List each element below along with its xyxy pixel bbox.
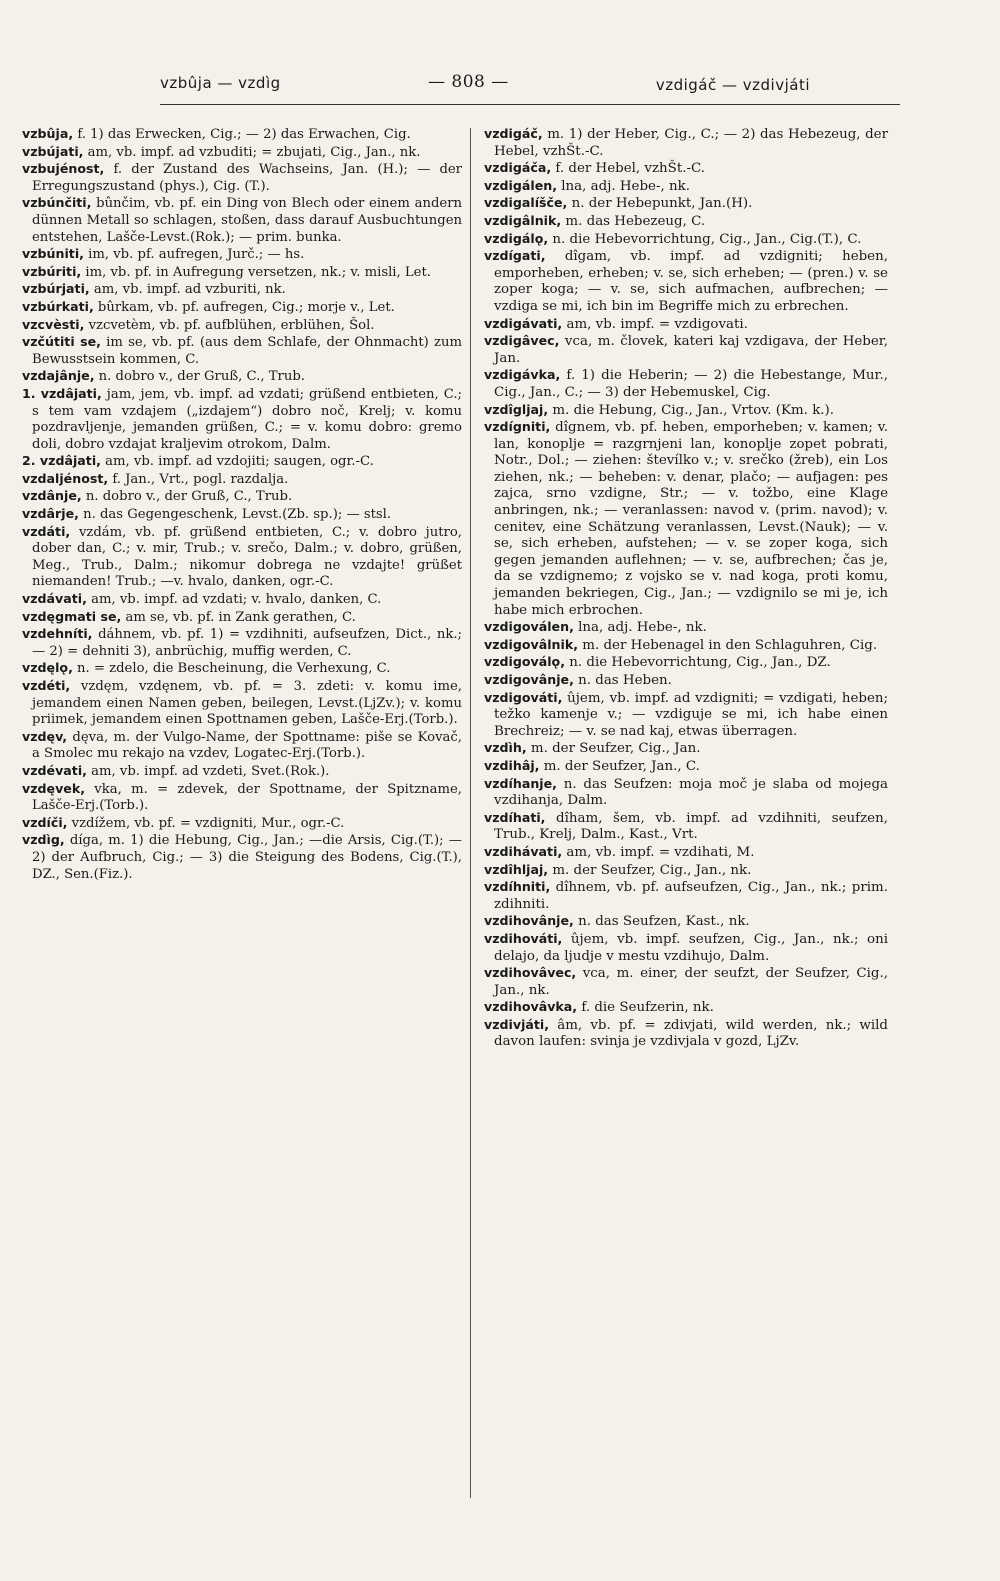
headword: vzbúniti, (22, 246, 84, 262)
headword: vzdigávati, (484, 315, 563, 331)
headword: vzdânje, (22, 488, 82, 504)
entry-definition: lna, adj. Hebe-, nk. (573, 620, 707, 636)
dictionary-entry (22, 524, 462, 591)
headword: vzbujénost, (22, 161, 105, 177)
dictionary-entry (484, 810, 888, 844)
entry-definition: n. dobro v., der Gruß, C., Trub. (81, 489, 293, 505)
dictionary-entry (484, 931, 888, 965)
headword: vzdévati, (22, 762, 87, 778)
entry-definition: m. die Hebung, Cig., Jan., Vrtov. (Km. k.). (548, 402, 835, 418)
entry-definition: am se, vb. pf. in Zank gerathen, C. (121, 609, 356, 625)
headword: vzdęv, (22, 728, 68, 744)
dictionary-entry (22, 729, 462, 763)
column-divider (470, 128, 471, 1498)
headword: vzdíhati, (484, 809, 546, 825)
entry-definition: am, vb. impf. ad vzdeti, Svet.(Rok.). (86, 763, 330, 779)
entry-definition: dîgam, vb. impf. ad vzdigniti; heben, emporheben, erheben; v. se, sich erheben; — (pren.) v. se zoper koga; — v. se, sich aufmachen, aufbrechen; — vzdiga se mi, ich bin im Begriffe mich zu erbrechen. (494, 249, 888, 314)
headword: vzbúnčiti, (22, 195, 92, 211)
entry-definition: m. der Seufzer, Cig., Jan., nk. (548, 862, 752, 878)
entry-definition: m. der Hebenagel in den Schlaguhren, Cig. (578, 637, 878, 653)
dictionary-entry (22, 317, 462, 335)
headword: vzdîhljaj, (484, 861, 549, 877)
dictionary-entry (484, 213, 888, 231)
entry-definition: bûnčim, vb. pf. ein Ding von Blech oder einem andern dünnen Metall so schlagen, stoßen, dass darauf Ausbuchtungen entstehen, Lašče-Levst.(Rok.); — prim. bunka. (32, 196, 462, 245)
headword: 1. vzdâjati, (22, 385, 102, 401)
entry-definition: am, vb. impf. ad vzdojiti; saugen, ogr.-C. (100, 454, 374, 470)
entry-definition: f. 1) die Heberin; — 2) die Hebestange, Mur., Cig., Jan., C.; — 3) der Hebemuskel, Cig. (494, 368, 888, 400)
entry-definition: dîgnem, vb. pf. heben, emporheben; v. kamen; v. lan, konoplje = razgrnjeni lan, konoplje zopet pobrati, Notr., Dol.; — ziehen: števílko v.; v. srečko (žreb), ein Los ziehen, nk.; — beheben: v. denar, plačo; — aufjagen: pes zajca, srno vzdigne, Str.; — v. tožbo, eine Klage anbringen, nk.; — veranlassen: navod v. (prim. navod); v. cenitev, eine Schätzung veranlassen, Levst.(Nauk); — v. se, sich erheben, aufstehen; — v. se zoper koga, sich gegen jemanden auflehnen; — v. se, aufbrechen; čas je, da se vzdignemo; z vojsko se v. nad koga, proti komu, jemanden bekriegen, Cig., Jan.; — vzdignilo se mi je, ich habe mich erbrochen. (494, 420, 888, 618)
headword: vzbûja, (22, 126, 74, 141)
entry-definition: âm, vb. pf. = zdivjati, wild werden, nk.; wild davon laufen: svinja je vzdivjala v gozd, LjZv. (494, 1017, 888, 1050)
headword: vzdihováti, (484, 930, 563, 946)
entry-definition: díga, m. 1) die Hebung, Cig., Jan.; —die Arsis, Cig.(T.); — 2) der Aufbruch, Cig.; — 3) die Steigung des Bodens, Cig.(T.), DZ., Sen.(Fiz.). (32, 833, 462, 882)
entry-definition: vca, m. einer, der seufzt, der Seufzer, Cig., Jan., nk. (494, 966, 888, 998)
headword: vzdihovâvec, (484, 965, 577, 981)
headword: vzdávati, (22, 591, 87, 607)
entry-definition: im, vb. pf. in Aufregung versetzen, nk.; v. misli, Let. (81, 264, 431, 280)
dictionary-entry (22, 591, 462, 609)
headword: vzdihávati, (484, 843, 563, 859)
entry-definition: m. der Seufzer, Cig., Jan. (526, 741, 701, 757)
dictionary-entry (484, 1017, 888, 1051)
dictionary-entry (484, 126, 888, 160)
headword: vzdigáč, (484, 126, 543, 141)
dictionary-entry (22, 488, 462, 506)
headword: vzdârje, (22, 506, 79, 522)
dictionary-entry (484, 402, 888, 420)
headword: vzdéti, (22, 678, 71, 693)
dictionary-entry (484, 690, 888, 741)
dictionary-entry (484, 672, 888, 690)
headword: vzdihovânje, (484, 913, 574, 929)
entry-definition: f. der Zustand des Wachseins, Jan. (H.); — der Erregungszustand (phys.), Cig. (T.). (32, 162, 462, 194)
headword: vzdęvek, (22, 780, 86, 796)
dictionary-entry (484, 740, 888, 758)
dictionary-entry (484, 316, 888, 334)
dictionary-entry (22, 299, 462, 317)
headword: vzdihâj, (484, 757, 540, 773)
entry-definition: n. das Gegengeschenk, Levst.(Zb. sp.); — stsl. (78, 507, 392, 523)
dictionary-entry (484, 862, 888, 880)
entry-definition: n. = zdelo, die Bescheinung, die Verhexung, C. (72, 661, 391, 677)
dictionary-entry (484, 637, 888, 655)
entry-definition: am, vb. impf. ad vzbuditi; = zbujati, Cig., Jan., nk. (83, 144, 421, 160)
entry-definition: n. das Heben. (573, 673, 672, 688)
dictionary-entry (22, 195, 462, 246)
headword: vzdíči, (22, 814, 68, 830)
header-right-guide-words: vzdigáč — vzdivjáti (655, 76, 810, 94)
dictionary-entry (22, 144, 462, 162)
entry-definition: vzdám, vb. pf. grüßend entbieten, C.; v. dobro jutro, dober dan, C.; v. mir, Trub.; v. srečo, Dalm.; v. dobro, grüßen, Meg., Trub., Dalm.; nikomur dobrega ne vzdajte! grüßet niemanden! Trub.; —v. hvalo, danken, ogr.-C. (32, 524, 462, 590)
entry-definition: n. das Seufzen: moja moč je slaba od mojega vzdihanja, Dalm. (494, 776, 888, 809)
dictionary-entry (22, 471, 462, 489)
headword: vzbúrkati, (22, 298, 94, 314)
dictionary-entry (22, 781, 462, 815)
dictionary-entry (484, 367, 888, 401)
headword: 2. vzdâjati, (22, 453, 101, 469)
dictionary-entry (484, 913, 888, 931)
entry-definition: f. 1) das Erwecken, Cig.; — 2) das Erwachen, Cig. (73, 127, 411, 142)
dictionary-entry (22, 264, 462, 282)
dictionary-entry (484, 654, 888, 672)
entry-definition: vca, m. človek, kateri kaj vzdigava, der Heber, Jan. (494, 334, 888, 366)
entry-definition: vzdęm, vzdęnem, vb. pf. = 3. zdeti: v. komu ime, jemandem einen Namen geben, beilegen, Levst.(LjZv.); v. komu priimek, jemandem einen Spottnamen geben, Lašče-Erj.(Torb.). (32, 679, 462, 728)
headword: vzdigáča, (484, 160, 552, 176)
entry-definition: jam, jem, vb. impf. ad vzdati; grüßend entbieten, C.; s tem vam vzdajem („izdajem“) dobro noč, Krelj; v. komu pozdravljenje, jemanden grüßen, C.; = v. komu dobro: gremo doli, dobro vzdajat kraljevim otrokom, Dalm. (32, 386, 462, 452)
headword: vzdęgmati se, (22, 608, 122, 624)
dictionary-entry (484, 160, 888, 178)
entry-definition: im, vb. pf. aufregen, Jurč.; — hs. (83, 247, 305, 263)
running-head (160, 70, 810, 100)
entry-definition: am, vb. impf. ad vzburiti, nk. (89, 282, 286, 298)
dictionary-entry (22, 609, 462, 627)
dictionary-entry (22, 678, 462, 729)
entry-definition: m. 1) der Heber, Cig., C.; — 2) das Hebezeug, der Hebel, vzhŠt.-C. (494, 127, 888, 159)
dictionary-entry (22, 281, 462, 299)
headword: vzdigoválǫ, (484, 654, 565, 670)
dictionary-entry (22, 126, 462, 144)
headword: vzdigâlnik, (484, 212, 562, 228)
headword: vzdìh, (484, 740, 527, 756)
dictionary-entry (484, 776, 888, 810)
dictionary-entry (22, 368, 462, 386)
entry-definition: m. das Hebezeug, C. (561, 213, 706, 229)
entry-definition: vzdížem, vb. pf. = vzdigniti, Mur., ogr.-C. (67, 815, 345, 831)
dictionary-entry (484, 999, 888, 1017)
headword: vzdáti, (22, 523, 71, 539)
right-column (484, 126, 888, 1051)
entry-definition: im se, vb. pf. (aus dem Schlafe, der Ohnmacht) zum Bewusstsein kommen, C. (32, 335, 462, 367)
dictionary-entry (484, 333, 888, 367)
entry-definition: n. die Hebevorrichtung, Cig., Jan., DZ. (565, 655, 831, 671)
headword: vzdìg, (22, 832, 65, 848)
dictionary-entry (22, 453, 462, 471)
entry-definition: am, vb. impf. = vzdihati, M. (562, 844, 755, 860)
headword: vzdîgljaj, (484, 401, 549, 417)
header-rule (160, 104, 900, 105)
dictionary-entry (22, 386, 462, 453)
entry-definition: n. die Hebevorrichtung, Cig., Jan., Cig.(T.), C. (548, 231, 862, 247)
headword: vzdigálǫ, (484, 230, 549, 246)
headword: vzdaljénost, (22, 470, 109, 486)
dictionary-entry (22, 815, 462, 833)
entry-definition: n. dobro v., der Gruß, C., Trub. (94, 369, 305, 385)
headword: vzcvèsti, (22, 316, 85, 332)
entry-definition: dîhnem, vb. pf. aufseufzen, Cig., Jan., nk.; prim. zdihniti. (494, 880, 888, 912)
headword: vzdigalíšče, (484, 195, 568, 211)
dictionary-entry (22, 832, 462, 883)
page-number: — 808 — (428, 72, 509, 92)
dictionary-entry (484, 419, 888, 619)
entry-definition: ûjem, vb. impf. seufzen, Cig., Jan., nk.; oni delajo, da ljudje v mestu vzdihujo, Dalm. (494, 931, 888, 964)
entry-definition: f. der Hebel, vzhŠt.-C. (551, 161, 706, 177)
dictionary-entry (484, 619, 888, 637)
headword: vzdęlǫ, (22, 660, 73, 676)
headword: vzdehníti, (22, 626, 93, 642)
entry-definition: n. der Hebepunkt, Jan.(H). (567, 196, 753, 212)
entry-definition: dáhnem, vb. pf. 1) = vzdihniti, aufseufzen, Dict., nk.; — 2) = dehniti 3), anbrüchig, muffig werden, C. (32, 627, 462, 659)
headword: vzdigávka, (484, 367, 561, 383)
headword: vzdígati, (484, 248, 546, 264)
headword: vzdigoválen, (484, 619, 574, 635)
entry-definition: dîham, šem, vb. impf. ad vzdihniti, seufzen, Trub., Krelj, Dalm., Kast., Vrt. (494, 810, 888, 843)
headword: vzdihovâvka, (484, 999, 578, 1015)
headword: vzdigâvec, (484, 333, 560, 349)
entry-definition: am, vb. impf. = vzdigovati. (562, 316, 748, 332)
dictionary-entry (22, 334, 462, 368)
entry-definition: m. der Seufzer, Jan., C. (539, 758, 700, 774)
headword: vzdigovâlnik, (484, 636, 579, 652)
entry-definition: bûrkam, vb. pf. aufregen, Cig.; morje v., Let. (93, 299, 395, 315)
entry-definition: am, vb. impf. ad vzdati; v. hvalo, danken, C. (86, 592, 382, 608)
dictionary-entry (22, 161, 462, 195)
header-left-guide-words: vzbûja — vzdìg (160, 74, 281, 92)
dictionary-entry (22, 246, 462, 264)
entry-definition: n. das Seufzen, Kast., nk. (573, 914, 750, 930)
dictionary-entry (484, 758, 888, 776)
entry-definition: f. die Seufzerin, nk. (577, 1000, 714, 1016)
headword: vzdigovânje, (484, 672, 574, 687)
dictionary-entry (22, 763, 462, 781)
headword: vzdígniti, (484, 419, 551, 435)
headword: vzdíhanje, (484, 775, 557, 791)
dictionary-entry (484, 248, 888, 315)
dictionary-entry (484, 195, 888, 213)
headword: vzbúriti, (22, 263, 82, 279)
entry-definition: f. Jan., Vrt., pogl. razdalja. (108, 471, 289, 487)
headword: vzdivjáti, (484, 1016, 550, 1032)
entry-definition: lna, adj. Hebe-, nk. (557, 178, 691, 194)
headword: vzdigálen, (484, 177, 557, 193)
headword: vzdajânje, (22, 368, 95, 384)
headword: vzdigováti, (484, 689, 563, 705)
dictionary-entry (484, 965, 888, 999)
dictionary-entry (484, 844, 888, 862)
headword: vzčútiti se, (22, 334, 101, 350)
entry-definition: vka, m. = zdevek, der Spottname, der Spitzname, Lašče-Erj.(Torb.). (32, 781, 462, 814)
dictionary-entry (22, 660, 462, 678)
entry-definition: vzcvetèm, vb. pf. aufblühen, erblühen, Šol. (84, 317, 375, 333)
entry-definition: dęva, m. der Vulgo-Name, der Spottname: piše se Kovač, a Smolec mu rekajo na vzdev, Logatec-Erj.(Torb.). (32, 729, 462, 762)
headword: vzbúrjati, (22, 281, 90, 297)
headword: vzdíhniti, (484, 879, 551, 895)
dictionary-entry (484, 879, 888, 913)
entry-definition: ûjem, vb. impf. ad vzdigniti; = vzdigati, heben; težko kamenje v.; — vzdiguje se mi, ich habe einen Brechreiz; — v. se nad kaj, etwas überragen. (494, 690, 888, 739)
left-column (22, 126, 462, 883)
dictionary-entry (22, 506, 462, 524)
dictionary-entry (484, 178, 888, 196)
headword: vzbújati, (22, 143, 84, 159)
dictionary-entry (22, 626, 462, 660)
dictionary-entry (484, 231, 888, 249)
